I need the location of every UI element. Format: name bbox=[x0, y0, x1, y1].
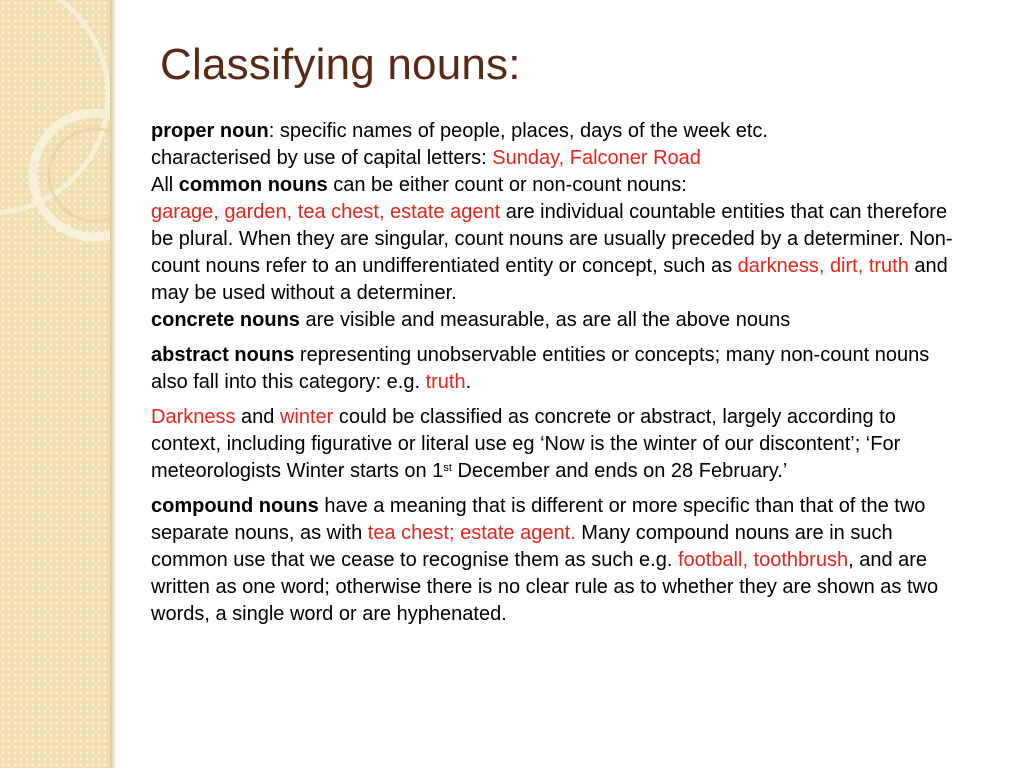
text: are visible and measurable, as are all the above nouns bbox=[299, 309, 791, 331]
slide-title: Classifying nouns: bbox=[160, 40, 521, 89]
text: : specific names of people, places, days of the week etc. bbox=[268, 120, 768, 142]
side-panel-edge bbox=[110, 0, 116, 768]
text: , and are written as one word; otherwise there is no clear rule as to whether they are shown as two words, a single word or are hyphenated. bbox=[151, 549, 939, 625]
slide-body bbox=[151, 118, 971, 628]
text: Many compound nouns are in such common use that we cease to recognise them as such e.g. bbox=[151, 522, 893, 571]
term-common-nouns: common nouns bbox=[178, 174, 328, 196]
text: representing unobservable entities or concepts; many non-count nouns also fall into this category: e.g. bbox=[151, 344, 930, 393]
text: are individual countable entities that can therefore be plural. When they are singular, count nouns are usually preceded by a determiner. Non-count nouns refer to an undifferentiated entity or concept, such as bbox=[151, 201, 953, 277]
example-proper: Sunday, Falconer Road bbox=[492, 147, 701, 169]
paragraph-compound-nouns bbox=[151, 493, 971, 628]
term-compound-nouns: compound nouns bbox=[151, 495, 319, 517]
paragraph-darkness-winter bbox=[151, 404, 971, 485]
example-count-nouns: garage, garden, tea chest, estate agent bbox=[151, 201, 501, 223]
text: All bbox=[151, 174, 179, 196]
example-tea-chest: tea chest; estate agent. bbox=[367, 522, 576, 544]
term-abstract-nouns: abstract nouns bbox=[151, 344, 295, 366]
example-football: football, toothbrush bbox=[677, 549, 849, 571]
text: could be classified as concrete or abstract, largely according to context, including figurative or literal use eg ‘Now is the winter of our discontent’; ‘For meteorologists Winter starts on 1 bbox=[151, 406, 901, 482]
term-proper-noun: proper noun bbox=[151, 120, 269, 142]
decorative-side-panel bbox=[0, 0, 110, 768]
example-truth: truth bbox=[425, 371, 466, 393]
example-non-count-nouns: darkness, dirt, truth bbox=[737, 255, 909, 277]
example-darkness: Darkness bbox=[151, 406, 236, 428]
text: December and ends on 28 February.’ bbox=[451, 460, 788, 482]
paragraph-abstract-nouns bbox=[151, 342, 971, 396]
ordinal-suffix: st bbox=[443, 462, 452, 474]
term-concrete-nouns: concrete nouns bbox=[151, 309, 300, 331]
decorative-rings-graphic bbox=[0, 0, 110, 768]
text: characterised by use of capital letters: bbox=[151, 147, 493, 169]
example-winter: winter bbox=[279, 406, 334, 428]
text: and bbox=[235, 406, 280, 428]
text: have a meaning that is different or more specific than that of the two separate nouns, as with bbox=[151, 495, 926, 544]
text: . bbox=[465, 371, 472, 393]
paragraph-noun-types bbox=[151, 118, 971, 334]
text: can be either count or non-count nouns: bbox=[327, 174, 687, 196]
text: and may be used without a determiner. bbox=[151, 255, 948, 304]
